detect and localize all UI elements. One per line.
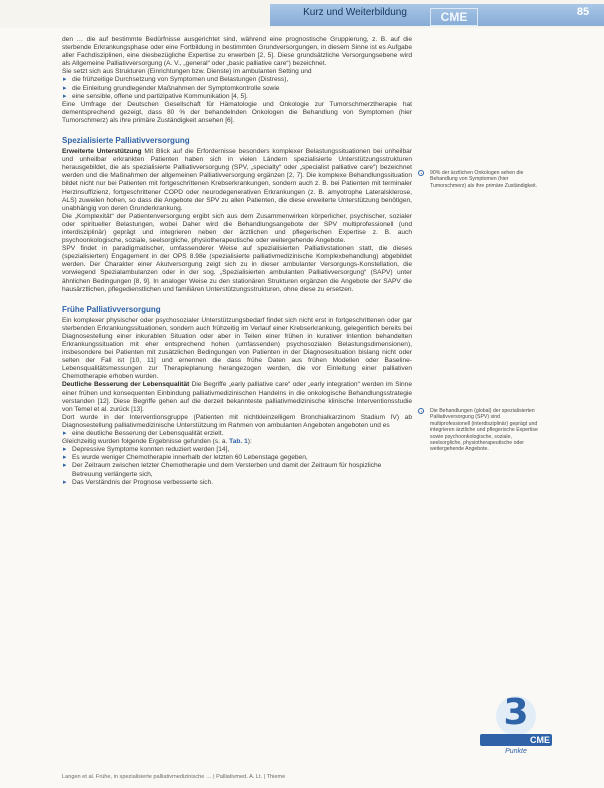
paragraph bbox=[62, 381, 412, 413]
list-item: ▸ eine sensible, offene und partizipative Kommunikation [4, 5]. bbox=[62, 93, 412, 101]
side-note-1 bbox=[418, 170, 538, 189]
page-footer: Langen et al. Frühe, in spezialisierte palliativmedizinische … | Palliativmed. A. Lt. | Thieme bbox=[62, 774, 286, 780]
bullet-list bbox=[62, 76, 412, 100]
paragraph-lead: Deutliche Besserung der Lebensqualität bbox=[62, 381, 190, 389]
paragraph bbox=[62, 438, 412, 446]
paragraph: Sie setzt sich aus Strukturen (Einrichtungen bzw. Dienste) im ambulanten Setting und bbox=[62, 68, 312, 76]
bullet-list bbox=[62, 430, 412, 438]
paragraph-text: Mit Blick auf die Erfordernisse besonders komplexer Belastungssituationen bei unheilbar und unheilbar erkrankten Patienten haben sich in vielen Ländern spezialisierte Unterstützungsstrukturen herausgebildet, die als spezialisierte Palliativversorgung (SPV, „specialty“ oder „specialist palliative care“) bezeichnet werden und die Maßnahmen der allgemeinen Palliativversorgung ergänzen [2, 7]. Die komplexe Behandlungssituation bildet nicht nur bei Patienten mit fortgeschrittenen Krebserkrankungen, sondern auch z. B. bei Patienten mit terminaler Herzinsuffizienz, fortgeschrittener COPD oder neurodegenerativen Erkrankungen (z. B. amyotrophe Lateralsklerose, ALS) zuweilen hohen, so dass die Angebote der SPV zu allen Patienten, die diese erweiterte Unterstützung benötigen, unabhängig von deren Grunderkrankung. bbox=[62, 148, 412, 212]
cme-points-number: 3 bbox=[503, 692, 529, 733]
paragraph: SPV findet in paradigmatischer, umfassenderer Weise auf spezialisierten Palliativstationen statt, die dieses (spezialisierten) Engagement in der OPS 8.98e (spezialisierte palliativmedizinische Komplexbehandlung) abgebildet werden. Der Charakter einer Akutversorgung zeigt sich zu in dieser ambulanter Versorgungs-Konstellation, die vorwiegend Spezialambulanzen oder in der sog. „Spezialisierten ambulanten Palliativversorgung“ (SAPV) unter ähnlichen Bedingungen [8, 9]. In analoger Weise zu den stationären Strukturen ergänzen die Angebote der SAPV die hausärztlichen, pflegedienstlichen und familiären Unterstützungsstrukturen, ohne diese zu ersetzen. bbox=[62, 245, 412, 293]
paragraph-text: ): bbox=[247, 438, 252, 446]
circle-bullet-icon bbox=[418, 170, 424, 176]
section-heading-specialized: Spezialisierte Palliativversorgung bbox=[62, 136, 190, 146]
section-heading-early: Frühe Palliativversorgung bbox=[62, 304, 161, 314]
list-item: ▸ Depressive Symptome konnten reduziert werden [14], bbox=[62, 446, 412, 454]
paragraph-text: Die Begriffe „early palliative care“ oder „early integration“ werden im Sinne einer frühen und konsequenten Einbindung palliativmedizinischen Handelns in die onkologische Behandlungsstrategie verstanden [12]. Diese Begriffe gehen auf die derzeit bekannteste palliativmedizinische klinische Interventionsstudie von Temel et al. zurück [13]. bbox=[62, 381, 412, 413]
side-note-text: Die Behandlungen (global) der spezialisierten Palliativversorgung (SPV) sind multiprofessionell (interdisziplinär) geprägt und integrieren ärztliche und pflegerische Expertise sowie psychoonkologische, soziale, seelsorgliche, physiotherapeutische oder weitergehende Angebote. bbox=[430, 408, 538, 453]
bullet-list bbox=[62, 446, 412, 486]
list-item: ▸ die frühzeitige Durchsetzung von Symptomen und Belastungen (Distress), bbox=[62, 76, 412, 84]
cme-header-badge: CME bbox=[430, 8, 478, 26]
list-item: ▸ Das Verständnis der Prognose verbesserte sich. bbox=[62, 479, 412, 487]
paragraph-lead: Erweiterte Unterstützung bbox=[62, 148, 142, 156]
paragraph: Ein komplexer physischer oder psychosozialer Unterstützungsbedarf findet sich nicht erst in fortgeschrittenen oder gar sterbenden Erkrankungssituationen, sondern auch frühzeitig im Verlauf einer Krebserkrankung, gelegentlich bereits bei Diagnosestellung einer inkurablen Situation oder aber in Teilen einer frühen in kurativer Intention behandelten Erkrankungssituation mit eher entsprechend hohen (umfassenden) psychosozialen Belastungsdimensionen), insbesondere bei Patienten mit zusätzlichen Bedingungen von Patienten in der Diagnosesituation bislang nicht oder selten der Fall ist [10, 11] und ernennen die dass frühe Daten aus frühen Modellen oder Baseline-Lebensqualitätsmessungen zur Therapieplanung herangezogen werden, die vor Einleitung einer palliativen Chemotherapie erhoben wurden. bbox=[62, 316, 412, 381]
list-item: ▸ Der Zeitraum zwischen letzter Chemotherapie und dem Versterben und damit der Zeitraum für hospizliche Betreuung verlängerte sich, bbox=[62, 462, 412, 478]
paragraph bbox=[62, 148, 412, 213]
paragraph: Dort wurde in der Interventionsgruppe (Patienten mit nichtkleinzelligem Bronchialkarzinom Stadium IV) ab Diagnosestellung palliativmedizinische Unterstützung im Rahmen von ambulanten Angeboten angeboten und es bbox=[62, 413, 412, 429]
side-note-text: 90% der ärztlichen Onkologen sehen die Behandlung von Symptomen (hier Tumorschmerz) als ihre primäre Zuständigkeit. bbox=[430, 170, 538, 189]
list-item: ▸ Es wurde weniger Chemotherapie innerhalb der letzten 60 Lebenstage gegeben, bbox=[62, 454, 412, 462]
cme-points-badge bbox=[478, 692, 572, 768]
main-text-column bbox=[62, 36, 412, 764]
list-item: ▸ die Einleitung grundlegender Maßnahmen der Symptomkontrolle sowie bbox=[62, 85, 412, 93]
page-number: 85 bbox=[576, 6, 590, 18]
page-header bbox=[0, 0, 604, 28]
cme-label: CME bbox=[530, 735, 550, 745]
paragraph-text: Gleichzeitig wurden folgende Ergebnisse gefunden (s. a. bbox=[62, 438, 228, 446]
table-reference-link[interactable]: Tab. 1 bbox=[229, 438, 248, 446]
header-title: Kurz und Weiterbildung bbox=[303, 7, 407, 18]
side-note-2 bbox=[418, 408, 538, 453]
paragraph: Eine Umfrage der Deutschen Gesellschaft für Hämatologie und Onkologie zur Tumorschmerztherapie hat dementsprechend gezeigt, dass 80 % der behandelnden Onkologen die Behandlung von Symptomen (hier Tumorschmerz) als ihre primäre Zuständigkeit ansehen [6]. bbox=[62, 100, 412, 124]
circle-bullet-icon bbox=[418, 408, 424, 414]
paragraph: den … die auf bestimmte Bedürfnisse ausgerichtet sind, während eine prognostische Gruppierung, z. B. auf die sterbende Erkrankungsphase oder eine Fortbildung in bestimmten Grundversorgungen, in diesem Sinne ist es Aufgabe aller Fachdisziplinen, eine diesbezügliche Expertise zu erwerben [2, 5]. Diese grundsätzliche Versorgungsebene wird als Allgemeine Palliativversorgung (A. V., „general“ oder „basic palliative care“) bezeichnet. bbox=[62, 36, 412, 68]
list-item: ▸ eine deutliche Besserung der Lebensqualität erzielt. bbox=[62, 430, 412, 438]
paragraph: Die „Komplexität“ der Patientenversorgung ergibt sich aus dem Zusammenwirken körperlicher, psychischer, sozialer oder spiritueller Belastungen, wobei Daher wird die Behandlungsangebote der SPV multiprofessionell (und interdisziplinär) geprägt und integrieren neben der ärztlichen und pflegerischen Expertise z. B. auch psychoonkologische, soziale, seelsorgliche, physiotherapeutische oder weitergehende Angebote. bbox=[62, 212, 412, 245]
cme-sublabel: Punkte bbox=[505, 748, 527, 755]
